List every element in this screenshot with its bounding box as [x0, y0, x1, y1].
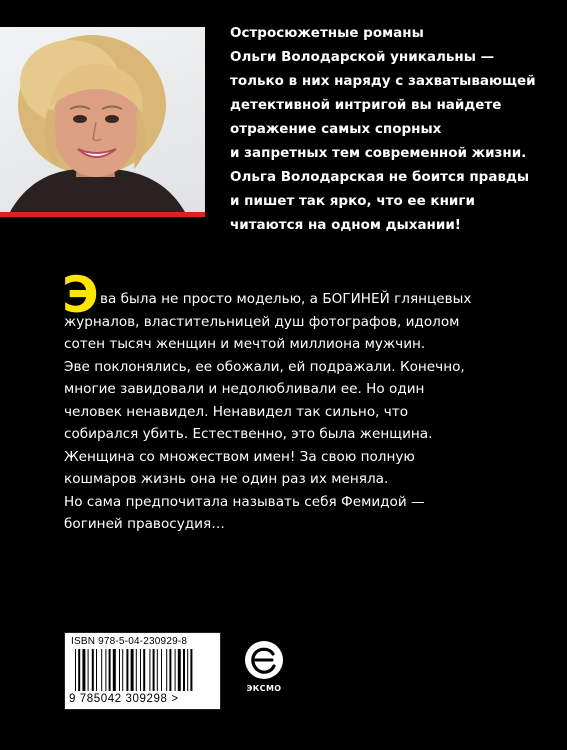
- barcode-bar: [126, 649, 128, 691]
- isbn-text: ISBN 978-5-04-230929-8: [71, 636, 188, 647]
- story-line: собирался убить. Естественно, это была женщина.: [64, 426, 433, 442]
- story-synopsis: [64, 288, 544, 536]
- barcode-bar: [140, 649, 141, 691]
- barcode-digits: 9 785042 309298 >: [69, 693, 179, 705]
- eksmo-logo-icon: [244, 640, 284, 680]
- barcode-bar: [78, 649, 80, 691]
- isbn-barcode: [64, 632, 221, 710]
- blurb-line: Ольга Володарская не боится правды: [230, 169, 530, 185]
- story-line: человек ненавидел. Ненавидел так сильно, что: [64, 403, 409, 420]
- blurb-line: детективной интригой вы найдете: [230, 97, 502, 113]
- barcode-bars: [75, 649, 211, 691]
- barcode-bar: [161, 649, 162, 691]
- barcode-graphic: [75, 649, 211, 691]
- barcode-bar: [96, 649, 97, 691]
- barcode-bar: [109, 649, 111, 691]
- barcode-bar: [157, 649, 158, 691]
- barcode-bar: [122, 649, 123, 691]
- photo-red-stripe: [0, 212, 205, 217]
- story-line: богиней правосудия…: [64, 516, 225, 532]
- barcode-bar: [187, 649, 188, 691]
- barcode-bar: [153, 649, 155, 691]
- barcode-bar: [169, 649, 171, 691]
- story-dropcap: Э: [62, 266, 99, 324]
- blurb-line: Ольги Володарской уникальны —: [230, 49, 495, 65]
- story-line: кошмаров жизнь она не один раз их меняла.: [64, 471, 389, 487]
- story-line: сотен тысяч женщин и мечтой миллиона мужчин.: [64, 336, 426, 352]
- barcode-bar: [149, 649, 150, 691]
- barcode-bar: [101, 649, 102, 691]
- story-line: Женщина со множеством имен! За свою полную: [64, 448, 415, 465]
- story-line: многие завидовали и недолюбливали ее. Но один: [64, 381, 425, 397]
- author-photo: [0, 27, 205, 212]
- author-blurb: [230, 21, 560, 237]
- barcode-bar: [131, 649, 134, 691]
- barcode-bar: [92, 649, 94, 691]
- barcode-bar: [166, 649, 167, 691]
- author-portrait: [0, 27, 205, 212]
- barcode-bar: [82, 649, 85, 691]
- barcode-bar: [88, 649, 89, 691]
- barcode-bar: [113, 649, 116, 691]
- barcode-bar: [136, 649, 137, 691]
- barcode-bar: [175, 649, 176, 691]
- story-line: Но сама предпочитала называть себя Фемидой —: [64, 493, 425, 510]
- barcode-bar: [75, 649, 76, 691]
- barcode-bar: [119, 649, 120, 691]
- blurb-line: и запретных тем современной жизни.: [230, 145, 527, 161]
- blurb-line: Остросюжетные романы: [230, 25, 424, 41]
- barcode-bar: [190, 649, 192, 691]
- story-line: ва была не просто моделью, а БОГИНЕЙ глянцевых: [100, 291, 472, 307]
- blurb-line: читаются на одном дыхании!: [230, 217, 461, 233]
- publisher-name: ЭКСМО: [246, 684, 282, 693]
- barcode-bar: [178, 649, 181, 691]
- barcode-bar: [183, 649, 185, 691]
- blurb-line: только в них наряду с захватывающей: [230, 73, 536, 89]
- barcode-bar: [143, 649, 145, 691]
- story-line: журналов, властительницей душ фотографов, идолом: [64, 313, 460, 330]
- blurb-line: отражение самых спорных: [230, 121, 442, 137]
- story-line: Эве поклонялись, ее обожали, ей подражали. Конечно,: [64, 358, 465, 375]
- barcode-bar: [105, 649, 106, 691]
- blurb-line: и пишет так ярко, что ее книги: [230, 193, 475, 209]
